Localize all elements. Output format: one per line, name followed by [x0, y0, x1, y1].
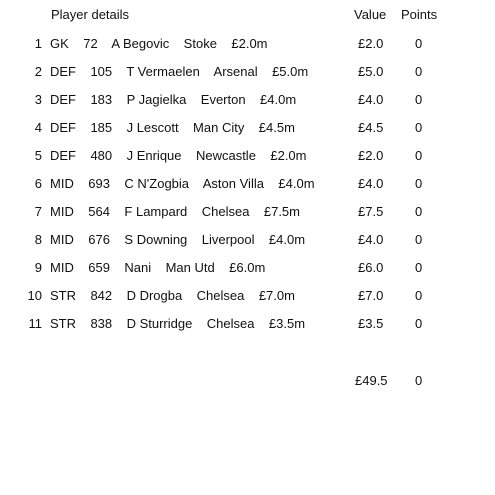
player-points: 0 [415, 92, 423, 107]
player-details: MID 676 S Downing Liverpool £4.0m [50, 232, 306, 247]
player-points: 0 [415, 232, 423, 247]
player-details: GK 72 A Begovic Stoke £2.0m [50, 36, 268, 51]
player-value: £2.0 [358, 148, 384, 163]
player-row [0, 64, 495, 82]
totals-row [0, 373, 495, 391]
player-row [0, 36, 495, 54]
player-details: DEF 105 T Vermaelen Arsenal £5.0m [50, 64, 309, 79]
player-points: 0 [415, 316, 423, 331]
player-number: 9 [34, 260, 42, 275]
player-points: 0 [415, 148, 423, 163]
header-points: Points [401, 7, 438, 22]
player-number: 1 [34, 36, 42, 51]
player-number: 6 [34, 176, 42, 191]
player-value: £6.0 [358, 260, 384, 275]
header-player-details: Player details [51, 7, 130, 22]
player-points: 0 [415, 120, 423, 135]
player-details: STR 842 D Drogba Chelsea £7.0m [50, 288, 295, 303]
player-details: MID 659 Nani Man Utd £6.0m [50, 260, 266, 275]
player-row [0, 260, 495, 278]
player-details: DEF 185 J Lescott Man City £4.5m [50, 120, 295, 135]
player-number: 8 [34, 232, 42, 247]
player-row [0, 148, 495, 166]
total-value: £49.5 [355, 373, 388, 388]
player-points: 0 [415, 36, 423, 51]
player-points: 0 [415, 64, 423, 79]
player-value: £5.0 [358, 64, 384, 79]
player-details: DEF 480 J Enrique Newcastle £2.0m [50, 148, 307, 163]
player-row [0, 204, 495, 222]
player-points: 0 [415, 204, 423, 219]
player-number: 7 [34, 204, 42, 219]
player-value: £7.5 [358, 204, 384, 219]
player-row [0, 120, 495, 138]
player-number: 2 [34, 64, 42, 79]
player-points: 0 [415, 288, 423, 303]
player-details: DEF 183 P Jagielka Everton £4.0m [50, 92, 297, 107]
header-value: Value [354, 7, 387, 22]
player-value: £4.0 [358, 232, 384, 247]
player-value: £4.5 [358, 120, 384, 135]
player-number: 3 [34, 92, 42, 107]
player-number: 10 [27, 288, 42, 303]
player-details: MID 693 C N'Zogbia Aston Villa £4.0m [50, 176, 315, 191]
player-number: 4 [34, 120, 42, 135]
player-value: £4.0 [358, 92, 384, 107]
player-details: MID 564 F Lampard Chelsea £7.5m [50, 204, 300, 219]
player-row [0, 92, 495, 110]
player-value: £3.5 [358, 316, 384, 331]
player-row [0, 232, 495, 250]
player-points: 0 [415, 260, 423, 275]
player-row [0, 316, 495, 334]
player-row [0, 288, 495, 306]
player-row [0, 176, 495, 194]
total-points: 0 [415, 373, 423, 388]
player-points: 0 [415, 176, 423, 191]
player-value: £4.0 [358, 176, 384, 191]
player-number: 5 [34, 148, 42, 163]
player-number: 11 [28, 316, 42, 331]
player-details: STR 838 D Sturridge Chelsea £3.5m [50, 316, 306, 331]
player-value: £7.0 [358, 288, 384, 303]
player-value: £2.0 [358, 36, 384, 51]
